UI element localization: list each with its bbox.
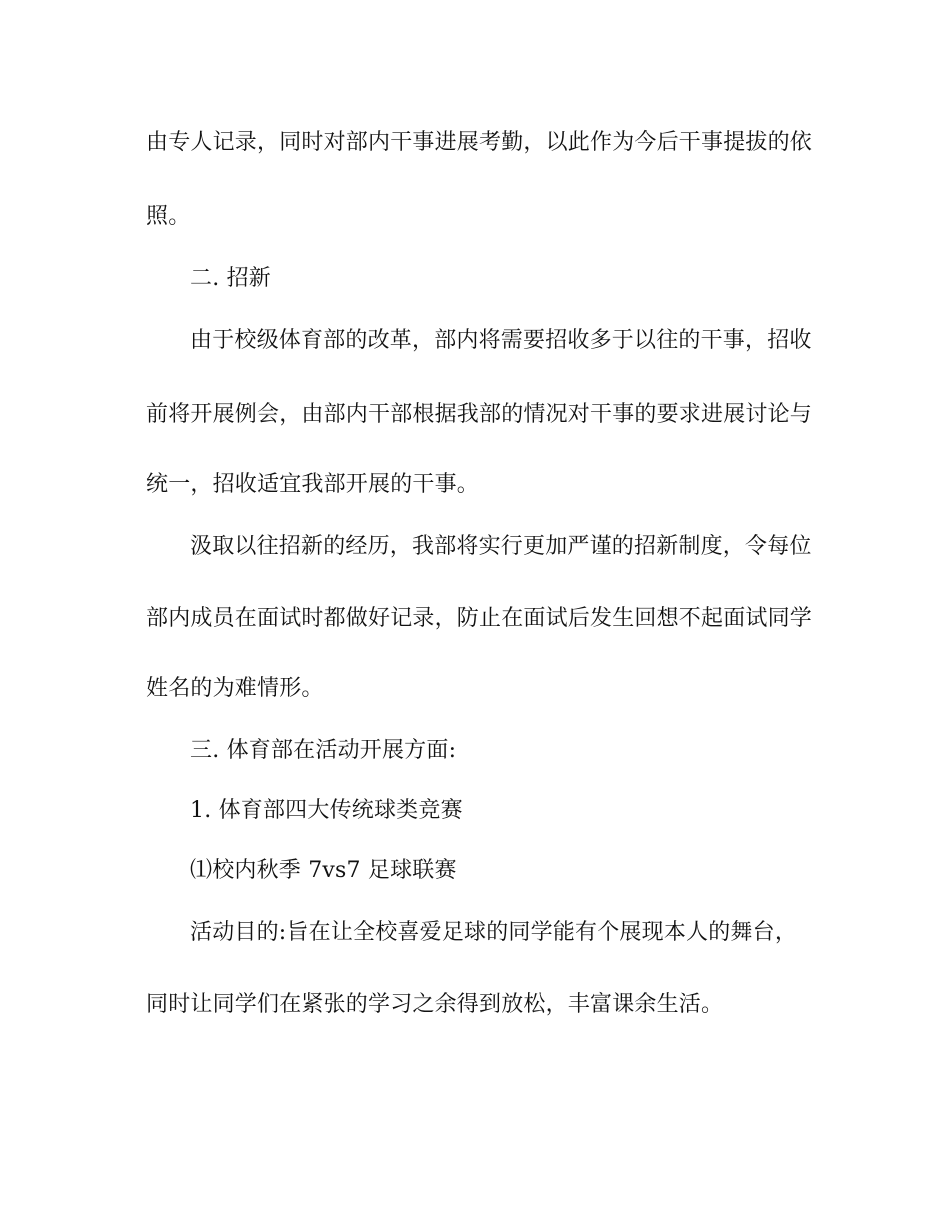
paragraph-line: 部内成员在面试时都做好记录，防止在面试后发生回想不起面试同学 <box>146 606 813 631</box>
paragraph-line: 姓名的为难情形。 <box>146 676 324 701</box>
paragraph-line: 由于校级体育部的改革，部内将需要招收多于以往的干事，招收 <box>190 328 812 353</box>
section-heading: 三. 体育部在活动开展方面: <box>190 738 457 763</box>
paragraph-line: 同时让同学们在紧张的学习之余得到放松，丰富课余生活。 <box>146 992 724 1017</box>
paragraph-line: 前将开展例会，由部内干部根据我部的情况对干事的要求进展讨论与 <box>146 402 813 427</box>
paragraph-line: 照。 <box>146 204 191 229</box>
subsection-heading: 1. 体育部四大传统球类竞赛 <box>190 798 463 823</box>
paragraph-line: 由专人记录，同时对部内干事进展考勤，以此作为今后干事提拔的依 <box>146 130 813 155</box>
item-heading: ⑴校内秋季 7vs7 足球联赛 <box>190 858 457 883</box>
paragraph-line: 统一，招收适宜我部开展的干事。 <box>146 472 480 497</box>
paragraph-line: 活动目的:旨在让全校喜爱足球的同学能有个展现本人的舞台， <box>190 920 798 945</box>
paragraph-line: 汲取以往招新的经历，我部将实行更加严谨的招新制度，令每位 <box>190 534 812 559</box>
section-heading: 二. 招新 <box>190 266 271 291</box>
